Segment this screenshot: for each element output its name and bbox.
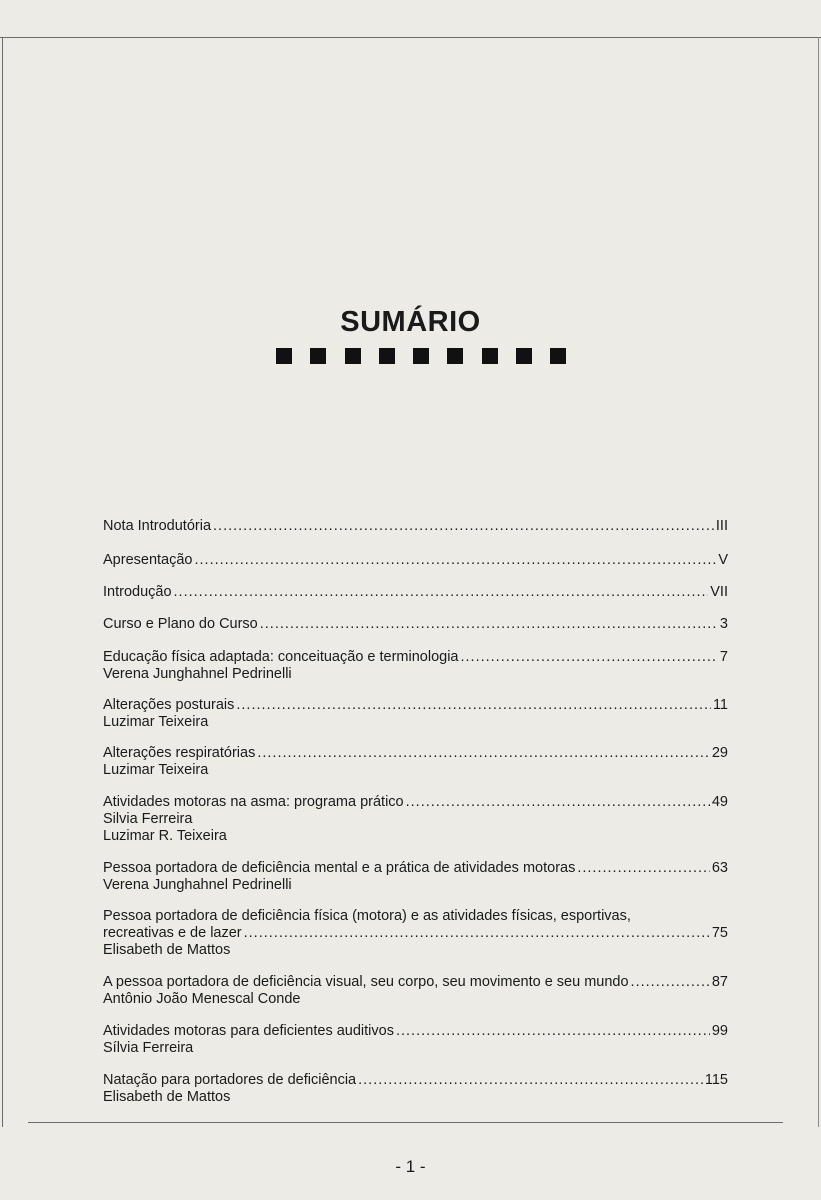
dot-leader [213, 518, 714, 535]
dot-leader [406, 794, 710, 811]
toc-entry-natacao [103, 1072, 728, 1106]
toc-entry-title-line: Pessoa portadora de deficiência física (motora) e as atividades físicas, esportivas, [103, 908, 631, 924]
dot-leader [236, 697, 711, 714]
toc-entry-title: Nota Introdutória [103, 518, 212, 534]
toc-entry-author: Luzimar R. Teixeira [103, 828, 227, 844]
toc-entry-page: VII [710, 584, 728, 600]
toc-entry-page: 115 [704, 1072, 728, 1088]
toc-entry-alteracoes-posturais [103, 697, 728, 731]
toc-entry-asma [103, 794, 728, 845]
toc-entry-deficiencia-fisica [103, 908, 728, 959]
square-icon [447, 348, 463, 364]
square-icon [482, 348, 498, 364]
dot-leader [244, 925, 710, 942]
toc-entry-title: Alterações posturais [103, 697, 235, 713]
square-icon [310, 348, 326, 364]
square-icon [379, 348, 395, 364]
toc-entry-page: 75 [711, 925, 728, 941]
toc-entry-author: Verena Junghahnel Pedrinelli [103, 666, 292, 682]
toc-entry-page: 99 [711, 1023, 728, 1039]
toc-entry-apresentacao [103, 552, 728, 569]
toc-entry-curso [103, 616, 728, 633]
toc-entry-title: Natação para portadores de deficiência [103, 1072, 357, 1088]
dot-leader [194, 552, 716, 569]
toc-entry-page: III [715, 518, 728, 534]
toc-entry-page: 63 [711, 860, 728, 876]
toc-entry-title: Apresentação [103, 552, 193, 568]
page-number: - 1 - [395, 1157, 426, 1176]
toc-entry-author: Antônio João Menescal Conde [103, 991, 301, 1007]
toc-entry-title: Alterações respiratórias [103, 745, 256, 761]
toc-entry-page: 29 [711, 745, 728, 761]
page-title: SUMÁRIO [340, 306, 481, 338]
toc-entry-title: Atividades motoras para deficientes auditivos [103, 1023, 394, 1039]
toc-entry-deficiencia-mental [103, 860, 728, 894]
dot-leader [396, 1023, 710, 1040]
dot-leader [174, 584, 709, 601]
toc-entry-deficientes-auditivos [103, 1023, 728, 1057]
square-icon [345, 348, 361, 364]
toc-entry-educacao-fisica [103, 649, 728, 683]
toc-entry-title: Introdução [103, 584, 172, 600]
toc-entry-title: recreativas e de lazer [103, 925, 242, 941]
toc-entry-author: Luzimar Teixeira [103, 714, 209, 730]
toc-entry-introducao [103, 584, 728, 601]
toc-entry-author: Silvia Ferreira [103, 811, 193, 827]
toc-entry-title: Educação física adaptada: conceituação e terminologia [103, 649, 459, 665]
square-icon [413, 348, 429, 364]
toc-entry-page: V [718, 552, 728, 568]
toc-entry-author: Luzimar Teixeira [103, 762, 209, 778]
dot-leader [257, 745, 710, 762]
decorative-square-row [276, 348, 566, 366]
toc-entry-page: 87 [711, 974, 728, 990]
dot-leader [260, 616, 718, 633]
top-border-line [0, 37, 821, 38]
toc-entry-page: 49 [711, 794, 728, 810]
toc-entry-author: Sílvia Ferreira [103, 1040, 194, 1056]
toc-entry-author: Elisabeth de Mattos [103, 1089, 231, 1105]
toc-entry-author: Verena Junghahnel Pedrinelli [103, 877, 292, 893]
square-icon [550, 348, 566, 364]
toc-entry-nota-introdutoria [103, 518, 728, 535]
left-border-line [2, 37, 3, 1127]
toc-entry-deficiencia-visual [103, 974, 728, 1008]
toc-entry-alteracoes-respiratorias [103, 745, 728, 779]
toc-entry-title: Curso e Plano do Curso [103, 616, 258, 632]
toc-entry-title: Pessoa portadora de deficiência mental e a prática de atividades motoras [103, 860, 576, 876]
square-icon [276, 348, 292, 364]
dot-leader [460, 649, 717, 666]
right-border-line [818, 37, 819, 1127]
dot-leader [631, 974, 710, 991]
square-icon [516, 348, 532, 364]
dot-leader [358, 1072, 703, 1089]
toc-entry-page: 7 [719, 649, 728, 665]
toc-entry-title: A pessoa portadora de deficiência visual, seu corpo, seu movimento e seu mundo [103, 974, 629, 990]
toc-entry-page: 11 [712, 697, 728, 713]
bottom-divider-line [28, 1122, 783, 1123]
dot-leader [577, 860, 710, 877]
toc-entry-page: 3 [719, 616, 728, 632]
toc-entry-author: Elisabeth de Mattos [103, 942, 231, 958]
toc-entry-title: Atividades motoras na asma: programa prático [103, 794, 404, 810]
